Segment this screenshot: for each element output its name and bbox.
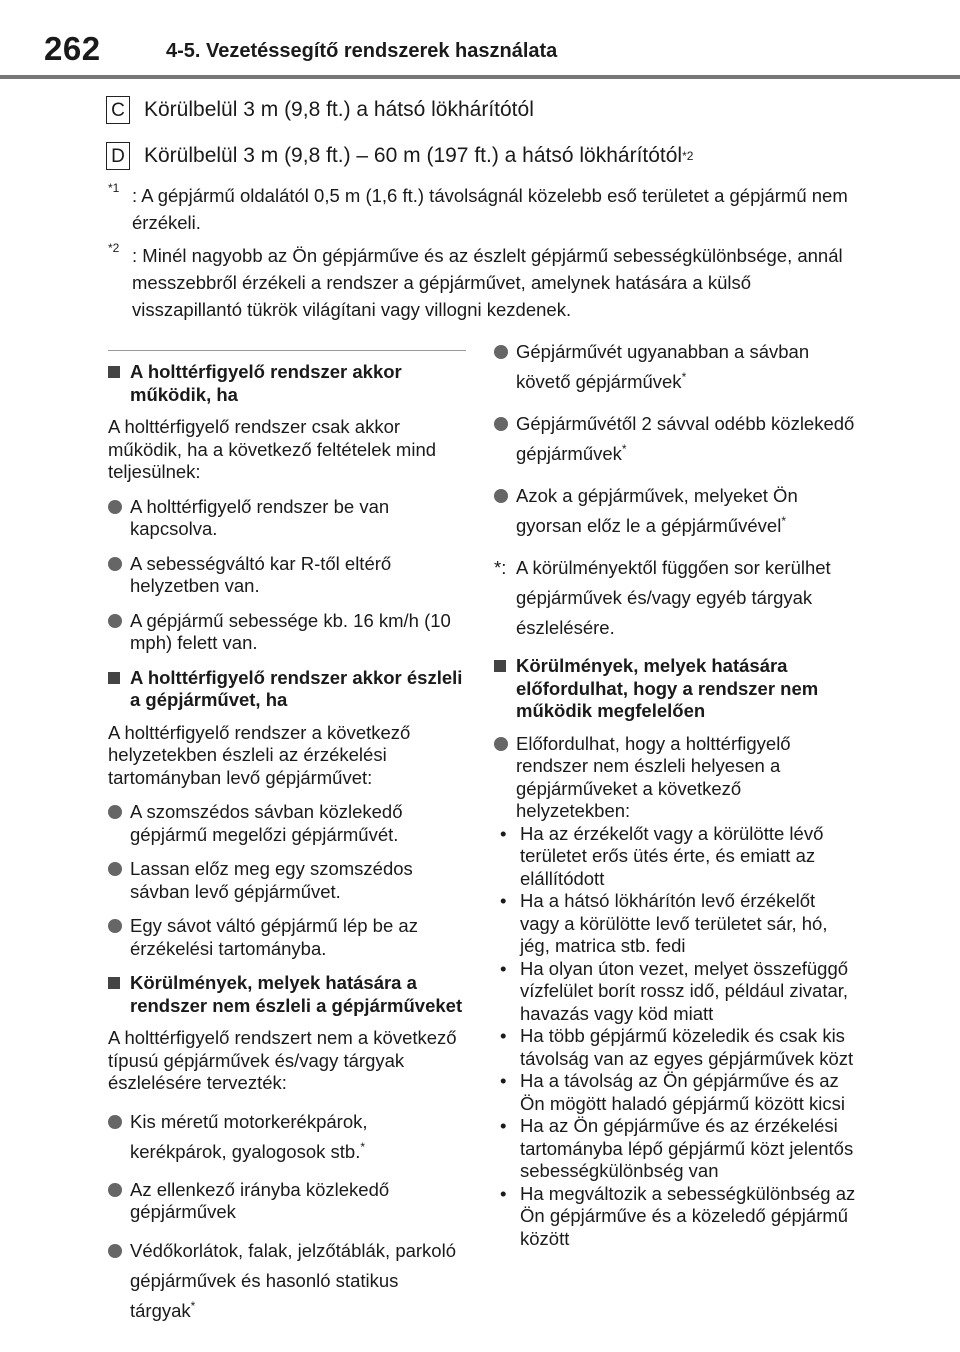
- circle-bullet-icon: [108, 500, 122, 514]
- list-item: Gépjárművétől 2 sávval odébb közlekedő gépjárművek*: [494, 409, 856, 469]
- bullet-item: • Ha a távolság az Ön gépjárműve és az Ön mögött haladó gépjármű között kicsi: [500, 1070, 845, 1114]
- square-bullet-icon: [108, 977, 120, 989]
- section-divider: [108, 350, 466, 351]
- section-intro: A holttérfigyelő rendszer a következő helyzetekben észleli az érzékelési tartományban levő gépjárművet:: [108, 721, 411, 788]
- bullet-icon: •: [500, 890, 507, 911]
- left-column: [108, 350, 466, 1338]
- bullet-item: • Ha az Ön gépjárműve és az érzékelési tartományba lépő gépjármű közt jelentős sebességkülönbség van: [500, 1115, 854, 1181]
- page-number: 262: [44, 30, 101, 67]
- section-title: Körülmények, melyek hatására előfordulhat, hogy a rendszer nem működik megfelelően: [494, 655, 856, 723]
- section-title: Körülmények, melyek hatására a rendszer nem észleli a gépjárműveket: [108, 972, 466, 1017]
- list-item: A sebességváltó kar R-től eltérő helyzetben van.: [108, 553, 466, 598]
- list-item: A holttérfigyelő rendszer be van kapcsolva.: [108, 496, 466, 541]
- circle-bullet-icon: [494, 417, 508, 431]
- section-title: A holttérfigyelő rendszer akkor észleli a gépjárművet, ha: [108, 667, 466, 712]
- circle-bullet-icon: [108, 1244, 122, 1258]
- footnote-1: *1 : A gépjármű oldalától 0,5 m (1,6 ft.) távolságnál közelebb eső területet a gépjármű nem érzékeli.: [108, 182, 848, 236]
- right-column: [494, 337, 856, 1250]
- star-note: *: A körülményektől függően sor kerülhet gépjárművek és/vagy egyéb tárgyak észlelésére.: [494, 553, 856, 643]
- bullet-item: • Ha több gépjármű közeledik és csak kis távolság van az egyes gépjárművek közt: [500, 1025, 854, 1069]
- circle-bullet-icon: [108, 557, 122, 571]
- star-note-mark: *:: [494, 557, 507, 578]
- bullet-icon: •: [500, 1070, 507, 1091]
- bullet-icon: •: [500, 1115, 507, 1136]
- legend-text-d: Körülbelül 3 m (9,8 ft.) – 60 m (197 ft.) a hátsó lökhárítótól: [144, 144, 683, 167]
- list-item: Gépjárművét ugyanabban a sávban követő gépjárművek*: [494, 337, 856, 397]
- circle-bullet-icon: [108, 614, 122, 628]
- bullet-icon: •: [500, 957, 507, 979]
- list-item: Lassan előz meg egy szomszédos sávban levő gépjárművet.: [108, 858, 466, 903]
- square-bullet-icon: [108, 672, 120, 684]
- footnote-text: : Minél nagyobb az Ön gépjárműve és az észlelt gépjármű sebességkülönbsége, annál messzebbről érzékeli a rendszer a gépjárművet, amelynek hatására a külső visszapillantó tükrök világítani vagy villogni kezdenek.: [132, 245, 843, 320]
- bullet-item: • Ha a hátsó lökhárítón levő érzékelőt vagy a körülötte levő területet sár, hó, jég, matrica stb. fedi: [500, 890, 828, 956]
- legend-letter-d: D: [106, 142, 130, 170]
- list-item: Azok a gépjárművek, melyeket Ön gyorsan előz le a gépjárművével*: [494, 481, 856, 541]
- list-item: Előfordulhat, hogy a holttérfigyelő rendszer nem észleli helyesen a gépjárműveket a következő helyzetekben:: [494, 733, 856, 823]
- list-item: Egy sávot váltó gépjármű lép be az érzékelési tartományba.: [108, 915, 466, 960]
- bullet-icon: •: [500, 1025, 507, 1046]
- list-item: Védőkorlátok, falak, jelzőtáblák, parkoló gépjárművek és hasonló statikus tárgyak*: [108, 1236, 466, 1326]
- section-intro: A holttérfigyelő rendszer csak akkor működik, ha a következő feltételek mind teljesülnek:: [108, 416, 437, 482]
- bullet-icon: •: [500, 822, 507, 844]
- circle-bullet-icon: [494, 737, 508, 751]
- header-rule: [0, 75, 960, 79]
- section-title: A holttérfigyelő rendszer akkor működik, ha: [108, 361, 466, 406]
- list-item: Kis méretű motorkerékpárok, kerékpárok, gyalogosok stb.*: [108, 1107, 466, 1167]
- circle-bullet-icon: [108, 805, 122, 819]
- legend-letter-c: C: [106, 96, 130, 124]
- section-intro: A holttérfigyelő rendszert nem a következő típusú gépjárművek és/vagy tárgyak észlelésére tervezték:: [108, 1027, 457, 1093]
- list-item: A gépjármű sebessége kb. 16 km/h (10 mph) felett van.: [108, 610, 466, 655]
- page-header: [0, 0, 960, 80]
- circle-bullet-icon: [108, 1115, 122, 1129]
- square-bullet-icon: [494, 660, 506, 672]
- chapter-title: 4-5. Vezetéssegítő rendszerek használata: [166, 40, 558, 62]
- footnote-text: : A gépjármű oldalától 0,5 m (1,6 ft.) távolságnál közelebb eső területet a gépjármű nem érzékeli.: [132, 185, 848, 233]
- list-item: Az ellenkező irányba közlekedő gépjárművek: [108, 1179, 466, 1224]
- circle-bullet-icon: [108, 1183, 122, 1197]
- circle-bullet-icon: [494, 345, 508, 359]
- bullet-icon: •: [500, 1182, 507, 1204]
- list-item: A szomszédos sávban közlekedő gépjármű megelőzi gépjárművét.: [108, 801, 466, 846]
- circle-bullet-icon: [108, 862, 122, 876]
- legend-row-d: D Körülbelül 3 m (9,8 ft.) – 60 m (197 ft.) a hátsó lökhárítótól *2: [106, 142, 693, 170]
- circle-bullet-icon: [494, 489, 508, 503]
- bullet-item: • Ha megváltozik a sebességkülönbség az Ön gépjárműve és a közeledő gépjármű között: [500, 1182, 856, 1249]
- circle-bullet-icon: [108, 919, 122, 933]
- footnote-2: *2 : Minél nagyobb az Ön gépjárműve és az észlelt gépjármű sebességkülönbsége, annál messzebbről érzékeli a rendszer a gépjárművet, amelynek hatására a külső visszapillantó tükrök világítani vagy villogni kezdenek.: [108, 242, 848, 323]
- legend-row-c: [106, 96, 534, 124]
- square-bullet-icon: [108, 366, 120, 378]
- bullet-item: • Ha az érzékelőt vagy a körülötte lévő területet erős ütés érte, és emiatt az elállítódott: [500, 822, 824, 889]
- bullet-item: • Ha olyan úton vezet, melyet összefüggő vízfelület borít rossz idő, például zivatar, havazás vagy köd miatt: [500, 957, 849, 1024]
- legend-text-c: Körülbelül 3 m (9,8 ft.) a hátsó lökhárítótól: [144, 98, 534, 121]
